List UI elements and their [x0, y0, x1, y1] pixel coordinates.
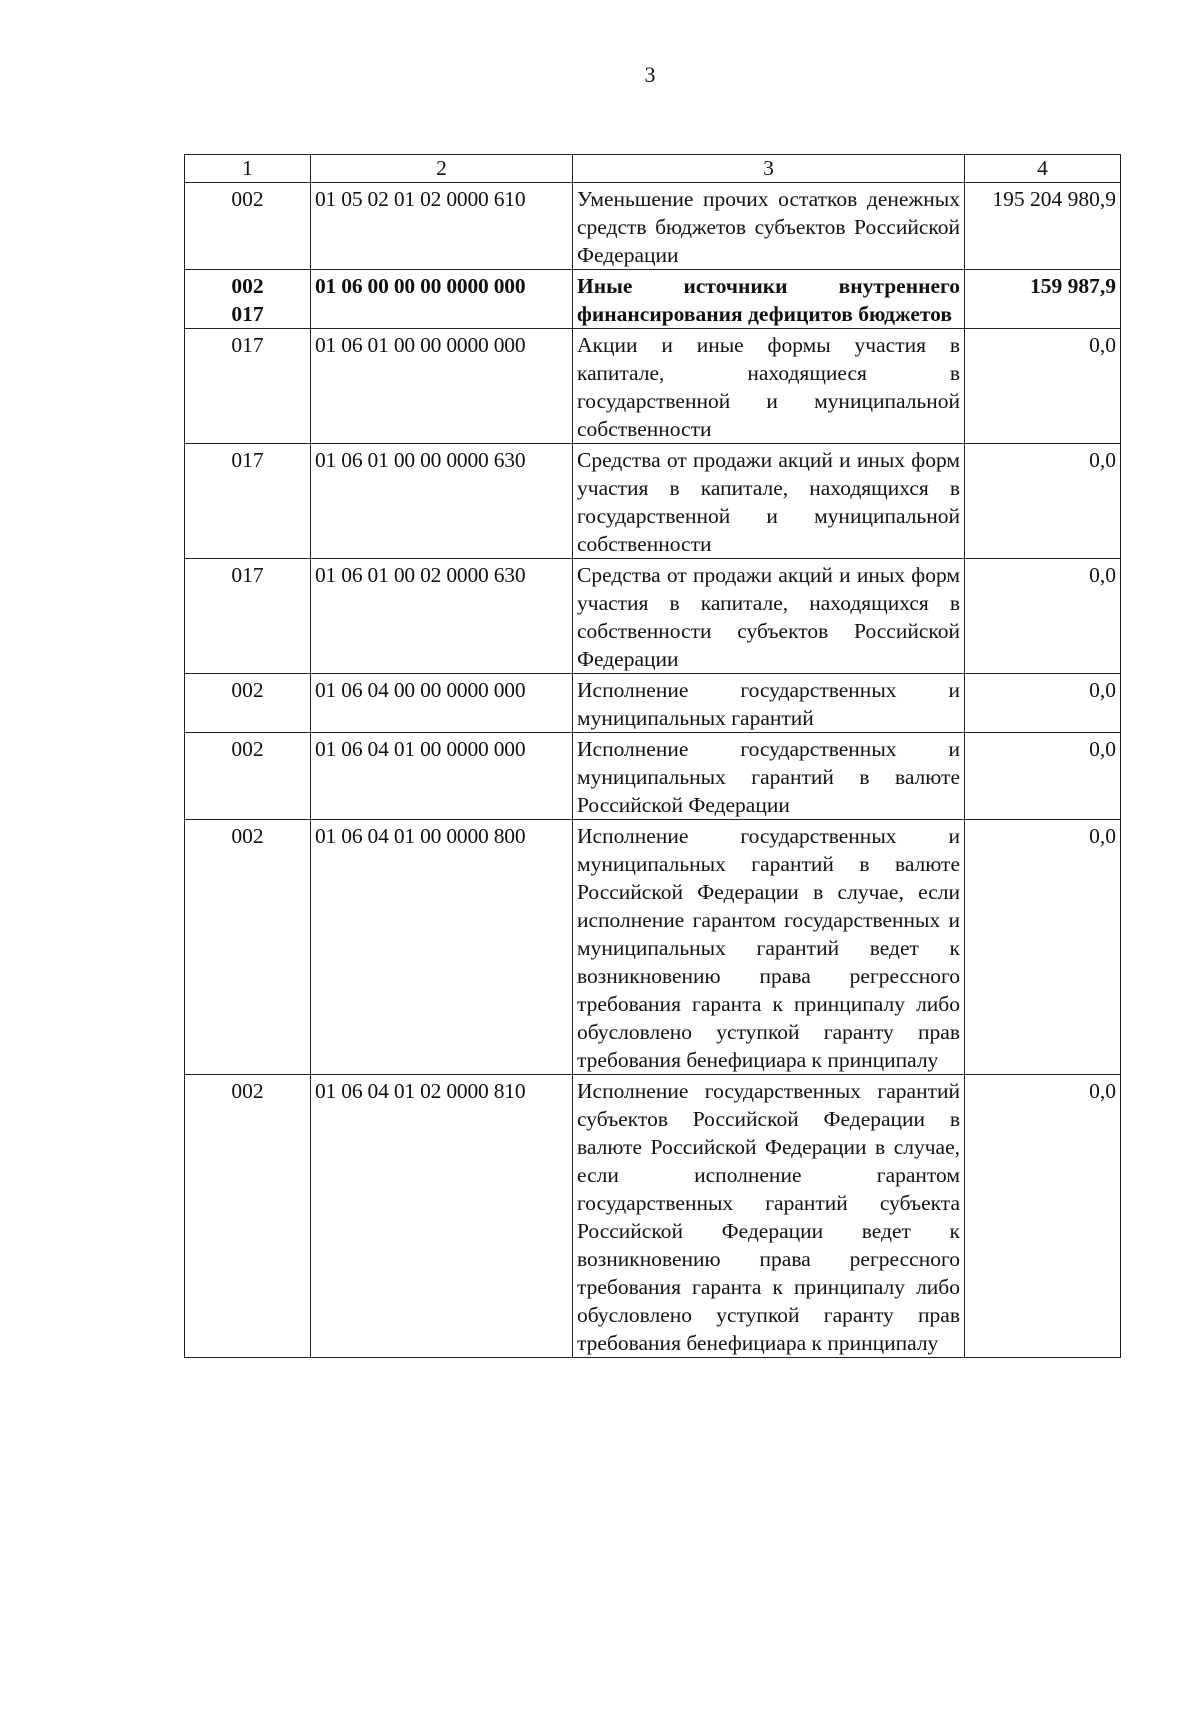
amount-cell: 0,0 [965, 674, 1121, 733]
admin-code-cell [185, 183, 311, 270]
amount-cell: 0,0 [965, 820, 1121, 1075]
classification-code-cell: 01 06 04 01 00 0000 800 [311, 820, 573, 1075]
source-name-cell: Исполнение государственных гарантий субъектов Российской Федерации в валюте Российской Федерации в случае, если исполнение гарантом государственных гарантий субъекта Российской Федерации ведет к возникновению права регрессного требования гаранта к принципалу либо обусловлено уступкой гаранту прав требования бенефициара к принципалу [573, 1075, 965, 1358]
admin-code-cell [185, 674, 311, 733]
admin-code: 002 [231, 824, 264, 848]
table-row [185, 329, 1121, 444]
admin-code: 002 [231, 274, 264, 298]
amount-cell: 0,0 [965, 444, 1121, 559]
column-header: 3 [573, 155, 965, 183]
column-header: 4 [965, 155, 1121, 183]
admin-code: 017 [231, 448, 264, 472]
admin-code-cell [185, 820, 311, 1075]
classification-code-cell: 01 06 00 00 00 0000 000 [311, 270, 573, 329]
admin-code: 002 [231, 678, 264, 702]
source-name-cell: Уменьшение прочих остатков денежных средств бюджетов субъектов Российской Федерации [573, 183, 965, 270]
classification-code-cell: 01 06 01 00 00 0000 630 [311, 444, 573, 559]
admin-code: 002 [231, 187, 264, 211]
source-name-cell: Исполнение государственных и муниципальных гарантий [573, 674, 965, 733]
amount-cell: 195 204 980,9 [965, 183, 1121, 270]
admin-code: 017 [231, 302, 264, 326]
classification-code-cell: 01 05 02 01 02 0000 610 [311, 183, 573, 270]
table-row [185, 444, 1121, 559]
table-row [185, 674, 1121, 733]
classification-code-cell: 01 06 01 00 00 0000 000 [311, 329, 573, 444]
source-name-cell: Исполнение государственных и муниципальных гарантий в валюте Российской Федерации [573, 733, 965, 820]
amount-cell: 0,0 [965, 733, 1121, 820]
amount-cell: 159 987,9 [965, 270, 1121, 329]
admin-code-cell [185, 1075, 311, 1358]
source-name-cell: Средства от продажи акций и иных форм участия в капитале, находящихся в государственной и муниципальной собственности [573, 444, 965, 559]
table-row [185, 559, 1121, 674]
admin-code-cell [185, 270, 311, 329]
admin-code-cell [185, 329, 311, 444]
admin-code-cell [185, 559, 311, 674]
column-header: 2 [311, 155, 573, 183]
column-header: 1 [185, 155, 311, 183]
table-header-row [185, 155, 1121, 183]
table-row [185, 1075, 1121, 1358]
table-row [185, 270, 1121, 329]
table-body [185, 183, 1121, 1358]
amount-cell: 0,0 [965, 559, 1121, 674]
admin-code: 002 [231, 737, 264, 761]
admin-code-cell [185, 444, 311, 559]
classification-code-cell: 01 06 01 00 02 0000 630 [311, 559, 573, 674]
table-row [185, 820, 1121, 1075]
admin-code: 017 [231, 563, 264, 587]
amount-cell: 0,0 [965, 329, 1121, 444]
admin-code-cell [185, 733, 311, 820]
classification-code-cell: 01 06 04 01 00 0000 000 [311, 733, 573, 820]
source-name-cell: Средства от продажи акций и иных форм участия в капитале, находящихся в собственности субъектов Российской Федерации [573, 559, 965, 674]
source-name-cell: Иные источники внутреннего финансирования дефицитов бюджетов [573, 270, 965, 329]
admin-code: 017 [231, 333, 264, 357]
classification-code-cell: 01 06 04 00 00 0000 000 [311, 674, 573, 733]
source-name-cell: Акции и иные формы участия в капитале, находящиеся в государственной и муниципальной собственности [573, 329, 965, 444]
table-row [185, 733, 1121, 820]
amount-cell: 0,0 [965, 1075, 1121, 1358]
table-row [185, 183, 1121, 270]
classification-code-cell: 01 06 04 01 02 0000 810 [311, 1075, 573, 1358]
page-number: 3 [644, 62, 656, 87]
admin-code: 002 [231, 1079, 264, 1103]
budget-sources-table [184, 154, 1121, 1358]
source-name-cell: Исполнение государственных и муниципальных гарантий в валюте Российской Федерации в случае, если исполнение гарантом государственных и муниципальных гарантий ведет к возникновению права регрессного требования гаранта к принципалу либо обусловлено уступкой гаранту прав требования бенефициара к принципалу [573, 820, 965, 1075]
